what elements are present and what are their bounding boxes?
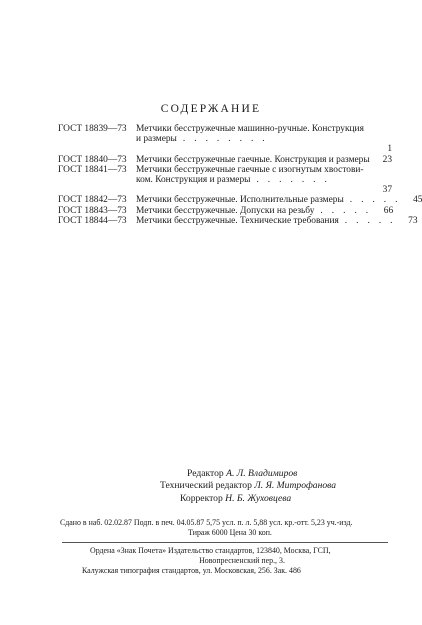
page-number: 37 xyxy=(382,185,392,196)
toc-title xyxy=(136,165,392,185)
dot-leader: ........ xyxy=(182,134,274,145)
page-number: 45 xyxy=(413,195,422,206)
dot-leader: ....... xyxy=(256,175,336,186)
publisher-address-line: Новопресненский пер., 3. xyxy=(199,556,285,565)
toc-title-line: ком. Конструкция и размеры xyxy=(136,175,251,186)
page-number: 1 xyxy=(387,144,392,155)
imprint-dates-line: Сдано в наб. 02.02.87 Подп. в печ. 04.05.87 5,75 усл. п. л. 5,88 усл. кр.-отт. 5,23 уч.-изд. xyxy=(60,518,353,527)
standard-code: ГОСТ 18842—73 xyxy=(58,195,127,206)
toc-entry xyxy=(58,124,392,155)
dot-leader: ..... xyxy=(320,205,378,216)
dot-leader: ..... xyxy=(344,215,402,226)
standard-code: ГОСТ 18839—73 xyxy=(58,124,127,134)
printer-line: Калужская типография стандартов, ул. Московская, 256. Зак. 486 xyxy=(82,566,301,575)
publisher-info xyxy=(62,546,388,576)
toc-title-line: Метчики бесстружечные гаечные с изогнутым хвостови- xyxy=(136,164,364,175)
toc-entry xyxy=(58,195,422,206)
editorial-credits xyxy=(160,468,336,505)
dot-leader: ..... xyxy=(349,195,407,206)
page-number: 73 xyxy=(408,215,418,226)
table-of-contents xyxy=(58,124,422,226)
toc-title xyxy=(136,195,422,206)
toc-title-line: Метчики бесстружечные. Допуски на резьбу xyxy=(136,205,315,216)
contents-heading: СОДЕРЖАНИЕ xyxy=(160,103,262,115)
toc-title-line: Метчики бесстружечные. Исполнительные размеры xyxy=(136,195,344,206)
imprint-circulation-line: Тираж 6000 Цена 30 коп. xyxy=(188,528,272,537)
toc-title-line: Метчики бесстружечные. Технические требования xyxy=(136,215,339,226)
page-number: 66 xyxy=(383,205,394,216)
editor-line: Редактор А. Л. Владимиров xyxy=(187,468,298,479)
standard-code: ГОСТ 18840—73 xyxy=(58,154,127,165)
corrector-name: Н. Б. Жуховцева xyxy=(225,492,292,504)
toc-entry xyxy=(58,206,392,216)
publisher-line: Ордена «Знак Почета» Издательство стандартов, 123840, Москва, ГСП, xyxy=(90,546,331,555)
toc-entry xyxy=(58,155,392,165)
page-number: 23 xyxy=(382,154,392,165)
standard-code: ГОСТ 18843—73 xyxy=(58,205,127,216)
print-imprint xyxy=(60,518,390,538)
toc-title-line: Метчики бесстружечные гаечные. Конструкция и размеры xyxy=(136,154,370,165)
toc-title-line: и размеры xyxy=(136,134,177,145)
editor-name: А. Л. Владимиров xyxy=(226,468,298,479)
standard-code: ГОСТ 18844—73 xyxy=(58,215,127,226)
toc-entry xyxy=(58,215,418,226)
technical-editor-line: Технический редактор Л. Я. Митрофанова xyxy=(160,480,337,492)
toc-title-line: Метчики бесстружечные машинно-ручные. Конструкция xyxy=(136,124,364,134)
toc-title xyxy=(136,215,418,226)
toc-title xyxy=(136,124,392,144)
toc-title xyxy=(136,206,392,216)
toc-title xyxy=(136,155,392,165)
corrector-line: Корректор Н. Б. Жуховцева xyxy=(180,492,292,504)
toc-entry xyxy=(58,165,392,196)
divider xyxy=(62,542,388,543)
technical-editor-name: Л. Я. Митрофанова xyxy=(254,480,337,492)
standard-code: ГОСТ 18841—73 xyxy=(58,164,127,175)
